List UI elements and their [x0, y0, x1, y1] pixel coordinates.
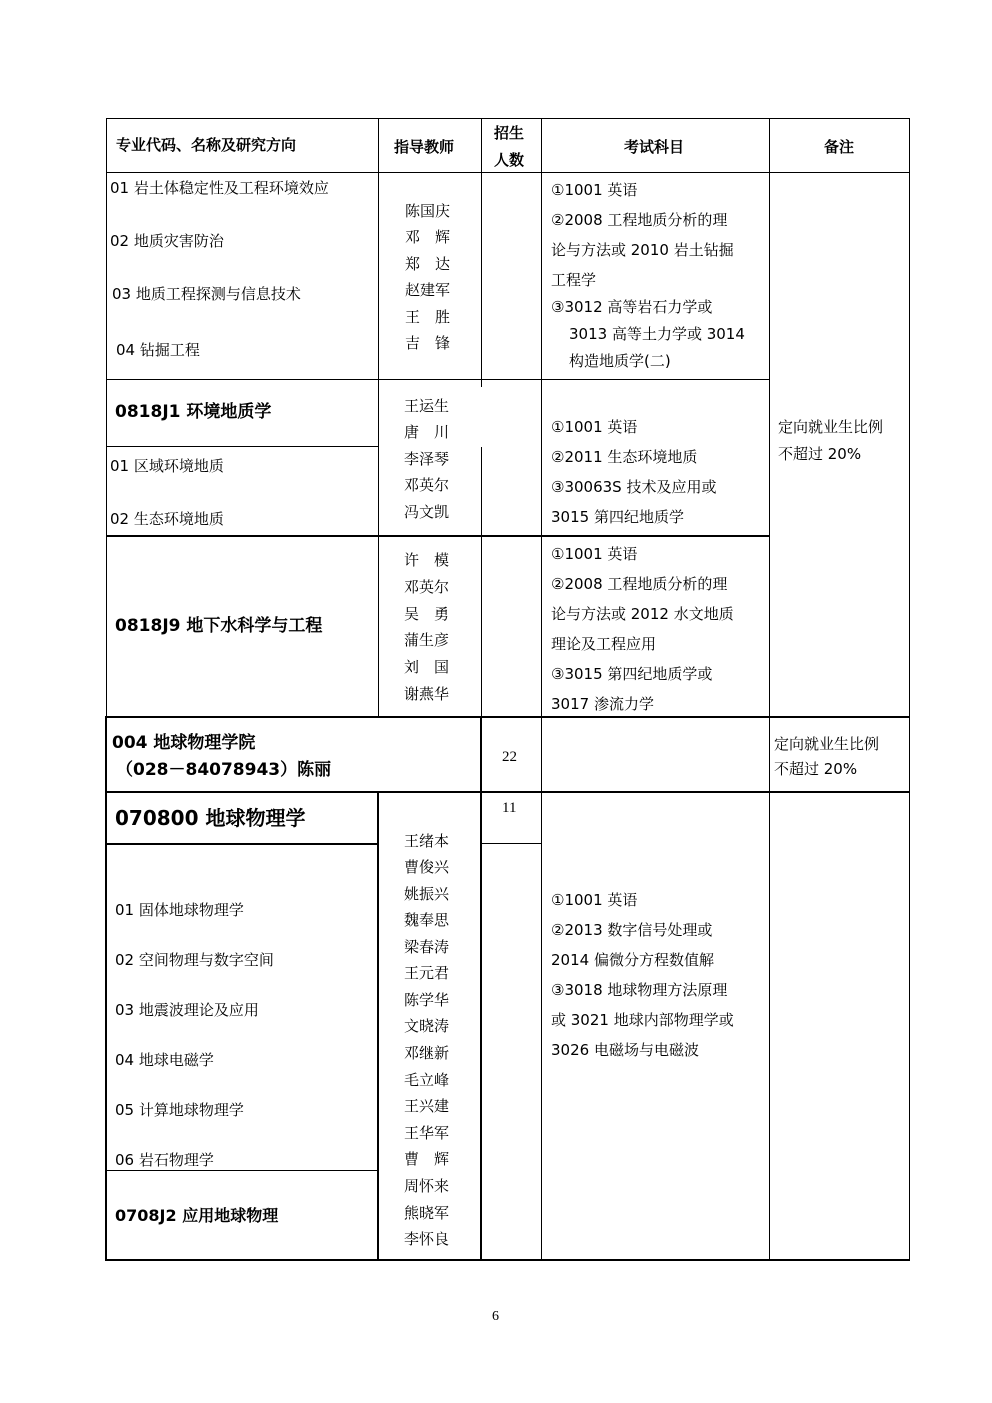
direction-item: 02 空间物理与数字空间	[115, 951, 274, 969]
sec4-sub-title: 0708J2 应用地球物理	[115, 1206, 279, 1225]
exam-line: 3026 电磁场与电磁波	[551, 1041, 699, 1059]
advisor-name: 邓英尔	[404, 578, 450, 596]
sec4-quota: 11	[502, 800, 517, 816]
header-col-remark: 备注	[824, 138, 855, 156]
exam-line: 或 3021 地球内部物理学或	[551, 1011, 734, 1029]
exam-line: ①1001 英语	[551, 545, 638, 563]
sec1-direction-3: 03 地质工程探测与信息技术	[112, 285, 301, 303]
remark-line: 定向就业生比例	[778, 418, 884, 436]
advisor-name: 周怀来	[404, 1177, 450, 1195]
table-bottom-line	[105, 1259, 910, 1261]
direction-item: 06 岩石物理学	[115, 1151, 214, 1169]
advisor-name: 曹俊兴	[404, 858, 450, 876]
advisor-name: 熊晓军	[404, 1204, 450, 1222]
advisor-name: 王兴建	[404, 1097, 450, 1115]
exam-line: ②2008 工程地质分析的理	[551, 211, 728, 229]
col-divider-4	[769, 118, 770, 716]
exam-line: ③3015 第四纪地质学或	[551, 665, 713, 683]
exam-line: 3017 渗流力学	[551, 695, 654, 713]
advisor-name: 魏奉思	[404, 911, 450, 929]
advisor-name: 蒲生彦	[404, 631, 450, 649]
sec1-direction-4: 04 钻掘工程	[116, 341, 200, 359]
advisor-name: 唐 川	[404, 423, 450, 441]
remark-line: 不超过 20%	[778, 445, 862, 463]
table-border-left	[106, 118, 107, 716]
advisor-name: 毛立峰	[404, 1071, 450, 1089]
sec1-bottom-line	[106, 379, 378, 380]
college-quota: 22	[502, 749, 517, 765]
exam-line: 3015 第四纪地质学	[551, 508, 684, 526]
direction-item: 01 固体地球物理学	[115, 901, 244, 919]
col-divider-2b	[481, 447, 482, 535]
exam-line: 论与方法或 2012 水文地质	[551, 605, 734, 623]
college-bottom-line	[105, 791, 910, 793]
exam-line: ③30063S 技术及应用或	[551, 478, 717, 496]
direction-item: 05 计算地球物理学	[115, 1101, 244, 1119]
exam-line: ②2011 生态环境地质	[551, 448, 698, 466]
exam-line: 3013 高等土力学或 3014	[569, 325, 745, 343]
advisor-name: 曹 辉	[404, 1150, 450, 1168]
header-col-exam: 考试科目	[624, 138, 685, 156]
col-divider-2	[481, 118, 482, 387]
advisor-name: 李泽琴	[404, 450, 450, 468]
advisor-name: 姚振兴	[404, 885, 450, 903]
advisor-name: 王运生	[404, 397, 450, 415]
college-top-line	[105, 716, 910, 718]
advisor-name: 赵建军	[405, 281, 451, 299]
header-col-quota-line2: 人数	[494, 151, 525, 169]
college-div-3	[769, 716, 770, 792]
header-col-major: 专业代码、名称及研究方向	[116, 136, 297, 154]
header-col-advisor: 指导教师	[394, 138, 455, 156]
header-bottom-line	[106, 172, 910, 173]
remark-line: 不超过 20%	[774, 760, 858, 778]
col-divider-1	[378, 118, 379, 716]
sec4-div-4	[769, 791, 770, 1261]
advisor-name: 李怀良	[404, 1230, 450, 1248]
advisor-name: 郑 达	[405, 255, 451, 273]
exam-line: 论与方法或 2010 岩土钻掘	[551, 241, 734, 259]
college-div-1	[480, 716, 482, 792]
sec1-direction-1: 01 岩土体稳定性及工程环境效应	[110, 179, 329, 197]
advisor-name: 刘 国	[404, 658, 450, 676]
advisor-name: 梁春涛	[404, 938, 450, 956]
advisor-name: 邓继新	[404, 1044, 450, 1062]
exam-line: ①1001 英语	[551, 891, 638, 909]
advisor-name: 吉 锋	[405, 334, 451, 352]
college-left-line	[105, 716, 107, 792]
advisor-name: 冯文凯	[404, 503, 450, 521]
sec1-direction-2: 02 地质灾害防治	[110, 232, 224, 250]
sec2-bottom-line	[106, 535, 769, 537]
sec2-title: 0818J1 环境地质学	[115, 402, 272, 422]
exam-line: 理论及工程应用	[551, 635, 657, 653]
exam-line: ③3012 高等岩石力学或	[551, 298, 713, 316]
exam-line: ①1001 英语	[551, 181, 638, 199]
sec2-title-line	[106, 446, 378, 447]
advisor-name: 陈国庆	[405, 202, 451, 220]
exam-line: ③3018 地球物理方法原理	[551, 981, 728, 999]
sec4-left-line	[105, 791, 107, 1261]
exam-line: ①1001 英语	[551, 418, 638, 436]
table-border-top	[106, 118, 910, 119]
advisor-name: 邓英尔	[404, 476, 450, 494]
exam-line: 工程学	[551, 271, 597, 289]
advisor-name: 王 胜	[405, 308, 451, 326]
sec2-direction-2: 02 生态环境地质	[110, 510, 224, 528]
sec4-sub-line	[106, 1170, 377, 1171]
exam-line: 2014 偏微分方程数值解	[551, 951, 714, 969]
col-divider-3	[541, 118, 542, 716]
advisor-name: 王绪本	[404, 832, 450, 850]
sec4-div-1	[377, 791, 379, 1261]
advisor-name: 吴 勇	[404, 605, 450, 623]
sec4-title: 070800 地球物理学	[115, 806, 306, 830]
table-border-right	[909, 118, 910, 1261]
remark-line: 定向就业生比例	[774, 735, 880, 753]
advisor-name: 邓 辉	[405, 228, 451, 246]
advisor-name: 王华军	[404, 1124, 450, 1142]
advisor-name: 陈学华	[404, 991, 450, 1009]
sec2-direction-1: 01 区域环境地质	[110, 457, 224, 475]
exam-line: ②2013 数字信号处理或	[551, 921, 713, 939]
sec4-title-line	[106, 843, 377, 845]
exam-line: 构造地质学(二)	[569, 352, 671, 370]
advisor-name: 王元君	[404, 964, 450, 982]
sec4-div-3	[541, 791, 542, 1261]
sec4-div-2	[480, 791, 482, 1261]
col-divider-2c	[481, 537, 482, 716]
college-contact: （028－84078943）陈丽	[116, 760, 332, 780]
page-number: 6	[492, 1309, 499, 1324]
college-name: 004 地球物理学院	[112, 733, 256, 753]
advisor-name: 谢燕华	[404, 685, 450, 703]
advisor-name: 文晓涛	[404, 1017, 450, 1035]
header-col-quota-line1: 招生	[494, 124, 525, 142]
sec3-title: 0818J9 地下水科学与工程	[115, 616, 323, 636]
advisor-name: 许 模	[404, 551, 450, 569]
direction-item: 04 地球电磁学	[115, 1051, 214, 1069]
direction-item: 03 地震波理论及应用	[115, 1001, 259, 1019]
sec1-bottom-line-b	[378, 379, 769, 380]
college-div-2	[541, 716, 542, 792]
exam-line: ②2008 工程地质分析的理	[551, 575, 728, 593]
sec4-quota-line	[482, 843, 541, 844]
